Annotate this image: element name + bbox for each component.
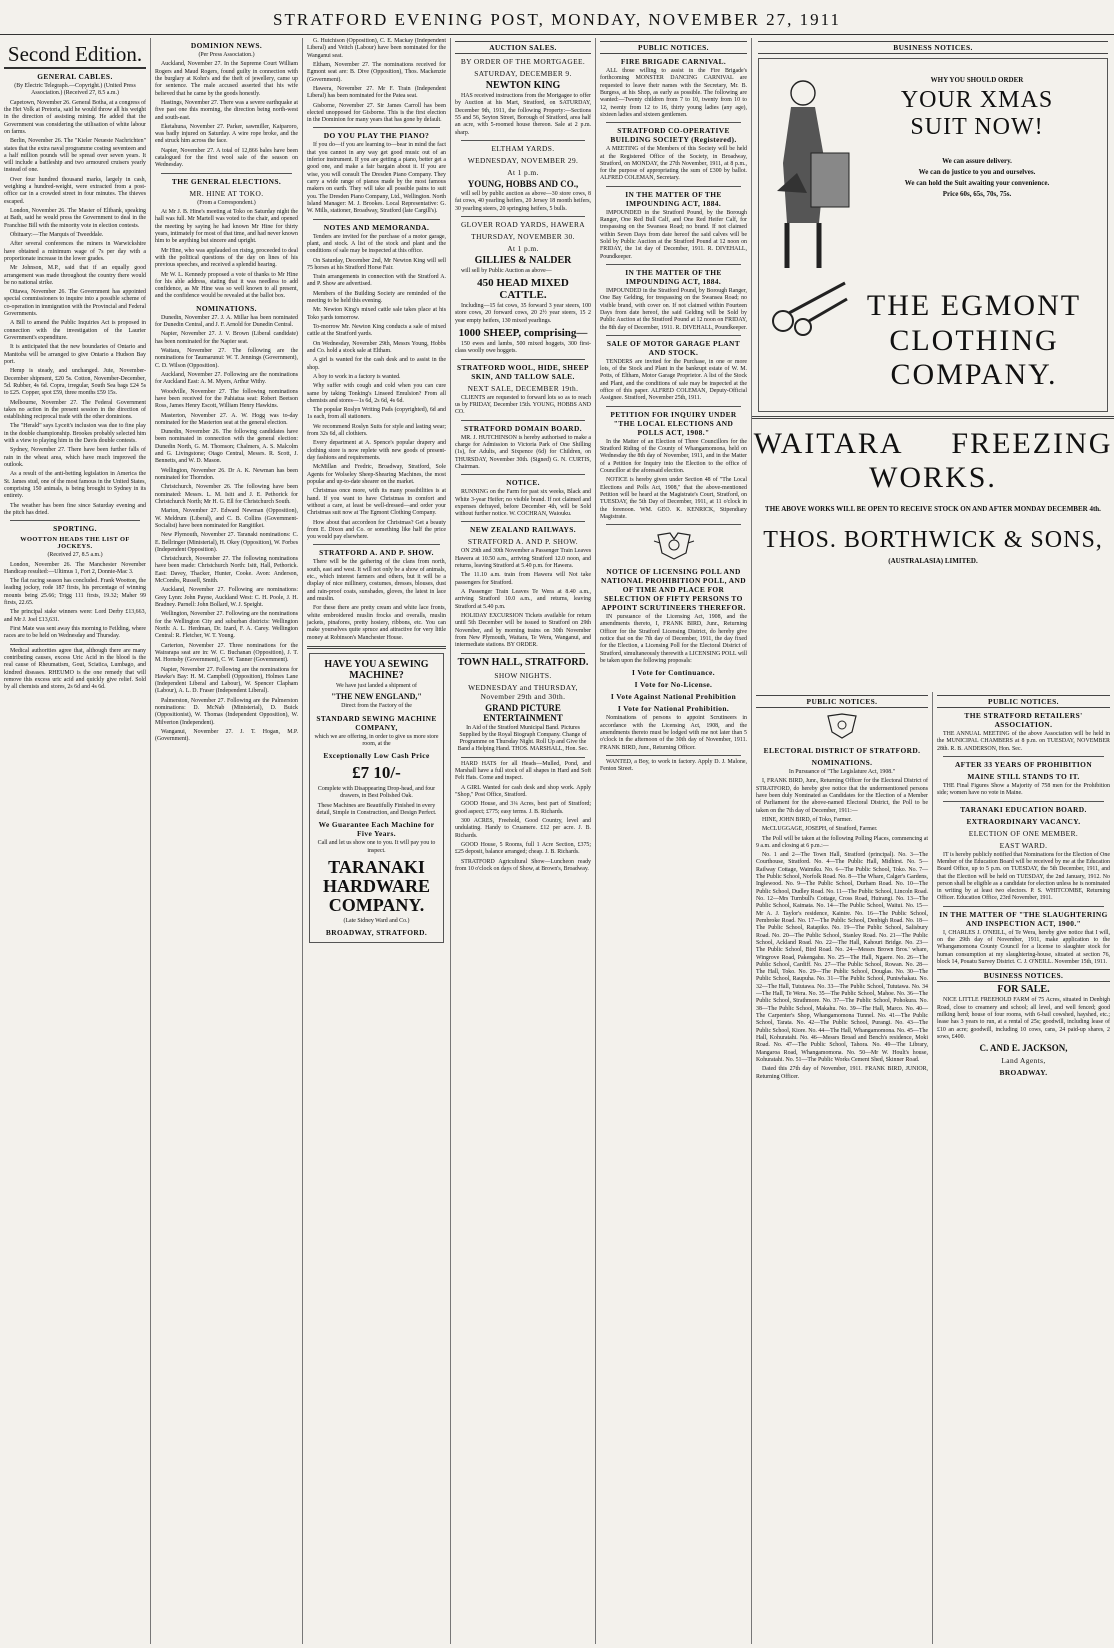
article-paragraph: As a result of the anti-betting legislation in America the St. James stud, one of the most famous in the United States, comprising 150 animals, is being brought to Sydney in its entirety. <box>4 471 146 500</box>
sheep-count: 1000 SHEEP, comprising— <box>458 327 588 340</box>
article-paragraph: Waitara, November 27. The following are the nominations for Taumarunui: W. T. Jennings (Government), C. D. Wilson (Opposition). <box>155 348 298 369</box>
coat-of-arms-icon <box>652 529 696 563</box>
entertainment-details: In Aid of the Stratford Municipal Band. Pictures Supplied by the Royal Biograph Company. Change of Programme on Thursday Night. Roll Up and Give the Band a Helping Hand. THOS. MARSHALL, Hon. Sec. <box>457 724 589 753</box>
sporting-heading: SPORTING. <box>53 524 97 534</box>
hine-subheading: MR. HINE AT TOKO. <box>189 188 264 198</box>
article-paragraph: Over four hundred thousand marks, largely in cash, weighing a hundred-weight, were extracted from a post-office car in a crowded street in four minutes. The thieves escaped. <box>4 176 146 205</box>
railways-heading: NEW ZEALAND RAILWAYS. <box>469 525 577 535</box>
freezing-works-title: WAITARA FREEZING WORKS. <box>753 427 1113 494</box>
auction-notice: will sell by Public Auction as above— <box>461 267 552 274</box>
electoral-notice: The Poll will be taken at the following Polling Places, commencing at 9 a.m. and closing at 6 p.m.:— <box>756 835 928 849</box>
ad-text: Call and let us show one to you. It will pay you to inspect. <box>317 840 436 854</box>
divider <box>461 216 585 217</box>
article-paragraph: First Mate was sent away this morning to Feilding, where races are to be held on Wednesday and Thursday. <box>4 626 146 640</box>
electoral-notice: I, FRANK BIRD, Junr., Returning Officer for the Electoral District of STRATFORD, do hereby give notice that the undermentioned persons have been duly Nominated as Candidates for the Election of a Member of Parliament for the above-named Electoral District, the Poll to be taken on the 7th day of December, 1911:— <box>756 778 928 814</box>
petition-notice: In the Matter of an Election of Three Councillors for the Stratford Riding of the County of Whangamomona, held on Wednesday the 8th day of November, 1911, and in the Matter of a Petition for Inquiry into the Election to the office of Councillor at the aforesaid election. <box>600 438 747 474</box>
article-paragraph: Dunedin, November 26. The following candidates have been nominated in connection with the general election: Dunedin North, G. M. Thomson; Chalmers, A. S. Malcolm and G. Livingstone; Otago Central, Messrs. R. Scott, J. Bennetts, and W. D. Mason. <box>155 429 298 465</box>
licensing-poll-notice: IN pursuance of the Licensing Act, 1908, and the amendments thereto, I, FRANK BIRD, Junr., Returning Officer for the Stratford Licensing District, do hereby give notice that on the 7th day of December, 1911, the day fixed for the Election, a Licensing Poll for the Electoral District of Stratford, simultaneously therewith a LICENSING POLL will be taken upon the following proposals: <box>600 614 747 664</box>
sewing-machine-advertisement <box>309 653 444 943</box>
article-paragraph: Hawera, November 27. Mr F. Train (Independent Liberal) has been nominated for the Patea seat. <box>307 85 446 100</box>
article-paragraph: Ottawa, November 26. The Government has appointed special commissioners to inquire into a possible scheme of co-operation in immigration with the Provincial and Federal Governments. <box>4 289 146 318</box>
article-paragraph: Mr Hine, who was applauded on rising, proceeded to deal with the political questions of the day on lines of his previous speeches, and received a splendid hearing. <box>155 247 298 269</box>
picture-entertainment: GRAND PICTURE ENTERTAINMENT <box>483 702 563 723</box>
land-agents-address: BROADWAY. <box>999 1068 1048 1078</box>
licensing-poll-heading: NOTICE OF LICENSING POLL AND NATIONAL PROHIBITION POLL, AND OF TIME AND PLACE FOR SELECTION OF FIFTY PERSONS TO APPOINT SCRUTINEERS THEREFOR. <box>601 567 746 613</box>
tailor-price: Price 60s, 65s, 70s, 75s. <box>942 190 1012 198</box>
tailor-copy <box>859 73 1095 201</box>
public-notices-heading: PUBLIC NOTICES. <box>600 41 747 54</box>
classified-ad: WANTED, a Boy, to work in factory. Apply D. J. Malone, Fenton Street. <box>600 758 747 773</box>
article-paragraph: Mr Johnson, M.P., said that if an equally good arrangement was made throughout the country there would be no national strike. <box>4 265 146 286</box>
domain-board-heading: STRATFORD DOMAIN BOARD. <box>463 423 583 433</box>
licensing-poll-notice: Nominations of persons to appoint Scrutineers in accordance with the Licensing Act, 1908, and the amendments thereto must be lodged with me not later than 5 o'clock in the afternoon of the 30th day of November, 1911. FRANK BIRD, Junr., Returning Officer. <box>600 715 747 751</box>
borthwick-name: THOS. BORTHWICK & SONS, <box>763 527 1103 553</box>
building-society-notice: A MEETING of the Members of this Society will be held at the Registered Office of the Society, in Broadway, Stratford, on MONDAY, the 27th November, 1911, at 8 p.m., for the purpose of appropriating the sum of £300 by ballot. ALFRED COLEMAN, Secretary. <box>600 146 747 182</box>
article-paragraph: Carterton, November 27. Three nominations for the Wairarapa seat are in: W. C. Buchanan (Opposition), J. T. M. Hornsby (Government), C. W. Tanner (Government). <box>155 642 298 664</box>
divider <box>752 416 1114 419</box>
tailor-headline: YOUR XMAS <box>900 87 1054 113</box>
ad-text: which we are offering, in order to give us more store room, at the <box>314 733 439 747</box>
candidate: HINE, JOHN BIRD, of Toko, Farmer. <box>762 816 852 823</box>
article-paragraph: At Mr J. B. Hine's meeting at Toko on Saturday night the hall was full. Mr Martell was voted to the chair, and opened the meeting by saying he had known Mr Hine for thirty years, intimately for most of that time, and had never known him to be anything but sincere and upright. <box>155 209 298 245</box>
article-paragraph: Gisborne, November 27. Sir James Carroll has been elected unopposed for Gisborne. This is the first election in the Dominion for many years that has gone by default. <box>307 102 446 124</box>
divider <box>606 264 741 265</box>
impounding-heading: IN THE MATTER OF THE IMPOUNDING ACT, 1884. <box>625 267 722 286</box>
notes-memoranda-heading: NOTES AND MEMORANDA. <box>323 222 430 232</box>
article-paragraph: Mr W. L. Kennedy proposed a vote of thanks to Mr Hine for his able address, stating that it was needless to add confidence, as Mr Hine was so well known to all present, and the confidence would be revealed at the ballot box. <box>155 271 298 300</box>
railways-subheading: STRATFORD A. AND P. SHOW. <box>467 537 579 547</box>
prohibition-heading: AFTER 33 YEARS OF PROHIBITION <box>954 759 1093 769</box>
auction-time: At 1 p.m. <box>507 167 539 177</box>
candidate: McCLUGGAGE, JOSEPH, of Stratford, Farmer. <box>762 826 878 833</box>
article-paragraph: To-morrow Mr. Newton King conducts a sale of mixed cattle at the Stratford yards. <box>307 324 446 338</box>
article-paragraph: Dunedin, November 27. J. A. Millar has been nominated for Dunedin Central, and J. F. Arnold for Dunedin Central. <box>155 314 298 329</box>
carnival-notice: ALL those willing to assist in the Fire Brigade's forthcoming MONSTER DANCING CARNIVAL are requested to leave their names with the Secretary, Mr. B. Burgess, at his Shop, as early as possible. The following are wanted:—Twenty children from 7 to 10, twenty from 10 to 12, twenty from 12 to 16, thirty young ladies (any age), sixteen ladies and sixteen gentlemen. <box>600 68 747 118</box>
article-paragraph: Wellington, November 27. Following are the nominations for the Wellington City and suburban districts: Wellington North: A. L. Herdman, Dr. Izard, F. A. Carey. Wellington Central: R. Fletcher, W. T. Young. <box>155 611 298 640</box>
auctioneer-name: GILLIES & NALDER <box>474 254 572 266</box>
tailor-line: WHY YOU SHOULD ORDER <box>930 76 1024 84</box>
article-paragraph: Tenders are invited for the purchase of a motor garage, plant, and stock. A list of the stock and plant and the conditions of sale may be inspected at this office. <box>307 233 446 255</box>
auctioneer-name: NEWTON KING <box>485 80 561 91</box>
article-paragraph: Auckland, November 27. Following are the nominations for Auckland East: A. M. Myers, Arthur Withy. <box>155 371 298 386</box>
vote-option: I Vote for National Prohibition. <box>617 704 730 714</box>
land-agents-name: C. AND E. JACKSON, <box>979 1043 1068 1054</box>
classified-ad: 300 ACRES, Freehold, Good Country, level and undulating. Handy to Cruamere. £12 per acre. J. B. Richards. <box>455 817 591 839</box>
nominations-heading: NOMINATIONS. <box>196 303 257 313</box>
ad-address: BROADWAY, STRATFORD. <box>325 927 428 937</box>
sporting-subheading: WOOTTON HEADS THE LIST OF JOCKEYS. <box>20 536 130 551</box>
wool-sale-date: NEXT SALE, DECEMBER 19th. <box>467 383 579 393</box>
slaughtering-notice: I, CHARLES J. O'NEILL, of Te Wera, hereby give notice that I will, on the 29th day of November, 1911, make application to the Whangamomona County Council for a license to slaughter stock for human consumption at my slaughtering-house, situated at section 76, block 14, Pouatu Survey District. C. J. O'NEILL. November 15th, 1911. <box>937 929 1110 965</box>
ward-heading: EAST WARD. <box>999 840 1048 850</box>
electoral-heading: ELECTORAL DISTRICT OF STRATFORD. <box>763 746 921 755</box>
general-elections-heading: THE GENERAL ELECTIONS. <box>171 176 282 186</box>
article-paragraph: Eketahuna, November 27. Parker, sawmiller, Kaiparoro, was badly injured on Saturday. A wire rope broke, and the end struck him across the face. <box>155 123 298 145</box>
town-hall-heading: TOWN HALL, STRATFORD. <box>457 656 589 668</box>
article-paragraph: London, November 26. The Manchester November Handicap resulted:—Ultimus 1, Fort 2, Donnie-Mac 3. <box>4 561 146 575</box>
railways-notice: ON 29th and 30th November a Passenger Train Leaves Hawera at 10.50 a.m., arriving Stratford 12.0 noon, and returns, leaving Stratford at 5.40 p.m. for Hawera. <box>455 548 591 570</box>
article-paragraph: Every department at A. Spence's popular drapery and clothing store is now replete with new goods of present-day fashions and requirements. <box>307 440 446 461</box>
ad-text: (Late Sidney Ward and Co.) <box>343 917 410 924</box>
auction-date: WEDNESDAY, NOVEMBER 29. <box>467 155 579 165</box>
wool-sale-notice: CLIENTS are requested to forward lots so as to reach us by FRIDAY, December 15th. YOUNG, HOBBS AND CO. <box>455 394 591 416</box>
election-heading: ELECTION OF ONE MEMBER. <box>968 828 1079 838</box>
subcolumn-right <box>933 692 1114 1644</box>
article-paragraph: Obituary:—The Marquis of Tweeddale. <box>10 231 104 238</box>
tailor-line: We can hold the Suit awaiting your convenience. <box>904 179 1050 187</box>
business-notices-heading: BUSINESS NOTICES. <box>758 41 1108 54</box>
divider <box>606 406 741 407</box>
article-paragraph: How about that accordeon for Christmas? Get a beauty from E. Dixon and Co. or something like half the price you would pay elsewhere. <box>307 519 446 541</box>
vacancy-heading: EXTRAORDINARY VACANCY. <box>966 816 1081 826</box>
column-3 <box>303 38 451 1644</box>
auction-subheading: BY ORDER OF THE MORTGAGEE. <box>460 57 586 66</box>
divider <box>606 755 741 756</box>
divider <box>313 544 440 545</box>
article-paragraph: The flat racing season has concluded. Frank Wootton, the leading jockey, rode 187 firsts, his percentage of winning mounts being 25.66; Trigg 111 firsts, 19.32; Maher 99 firsts, 22.65. <box>4 578 146 607</box>
edition-title: Second Edition. <box>4 42 146 69</box>
wool-sale-heading: STRATFORD WOOL, HIDE, SHEEP SKIN, AND TALLOW SALE. <box>457 362 589 381</box>
land-agents-title: Land Agents, <box>1001 1056 1046 1066</box>
article-paragraph: On Saturday, December 2nd, Mr Newton King will sell 75 horses at his Stratford Horse Fair. <box>307 257 446 271</box>
subcolumn-left <box>752 692 933 1644</box>
railways-notice: A Passenger Train Leaves Te Wera at 8.40 a.m., arriving Stratford 10.0 a.m., and returns, leaving Stratford at 5.40 p.m. <box>455 589 591 610</box>
freezing-works-notice: THE ABOVE WORKS WILL BE OPEN TO RECEIVE STOCK ON AND AFTER MONDAY DECEMBER 4th. <box>765 505 1101 513</box>
article-paragraph: Napier, November 27. A total of 12,866 bales have been catalogued for the first wool sale of the season on Wednesday. <box>155 147 298 169</box>
article-paragraph: Christmas once more, with its many possibilities is at hand. If you want to have Christmas in comfort and without a care, at least be well-dressed—and order your Christmas suit now at The Egmont Clothing Company. <box>307 488 446 517</box>
article-paragraph: Christchurch, November 26. The following have been nominated: Messrs. L. M. Isitt and J. E. Pethorick for Christchurch North; Mr H. G. Ell for Christchurch South. <box>155 484 298 505</box>
petition-heading: PETITION FOR INQUIRY UNDER "THE LOCAL ELECTIONS AND POLLS ACT, 1908." <box>610 409 737 437</box>
ad-company: STANDARD SEWING MACHINE COMPANY, <box>316 713 437 732</box>
polling-places-list: No. 1 and 2—The Town Hall, Stratford (principal). No. 3—The Courthouse, Stratford. No. 4—The Public Hall, Midhirst. No. 5—Railway Cottage, Waimiku. No. 6—The Public School, Toko. No. 7—The Public School, Norfolk Road. No. 8—The Whare, Calger's Gardens, Inglewood. No. 9—The Public School, Durham Road. No. 10—The Public School, Dudley Road. No. 11—The Public School, Lincoln Road. No. 12—Mrs Turnbull's Cottage, Cross Road, Huirangi. No. 13—The Public School, Kaimata. No. 14—The Public School, Waitui. No. 15—Mr A. J. Taylor's residence, Kainire. No. 16—The Public School, Pembroke Road. No. 17—The Public School, Denbigh Road. No. 18—The Public School, Ratapiko. No. 19—The Public School, Salisbury Road. No. 20—The Public School, Stanley Road. No. 21—The Public School, Ackland Road. No. 22—The Hall, Kahouri Bridge. No. 23—The Public School, Bird Road. No. 24—Messrs Brown Bros.' whare, Wingrove Road, Pakengahu. No. 25—The Hall, Ngaere. No. 26—The Public School, Cardiff. No. 27—The Public School, Rowan. No. 28—The Hall, Toko. No. 29—The Public School, Douglas. No. 30—The Public School, Raupuha. No. 31—The Public School, Puniwhakau. No. 32—The Hall, Tututawa. No. 33—The Public School, Tututawa. No. 34—The Hall, Te Wera. No. 35—The Public School, Mahoe. No. 36—The Public School, Strathmore. No. 37—The Public School, Pohokura. No. 38—The Public School, Makahu. No. 39—The Hall, Marco. No. 40—The Carpenter's Shop, Whangamomona Tunnel. No. 41—The Public School, Tarata. No. 42—The Public School, Purangi. No. 43—The Public School, Kiore. No. 44—The Hall, Whangamomona. No. 45—The Hall, Kohuratahi. No. 46—Messrs Broad and Bench's residence, Moki Road. No. 47—The Public School, Tahora. No. 49—The Library, Mangaroa Road, Whangamomona. No. 50—Mr W. Hoult's house, Kohuratahi. No. 51—The Public Works Cement Shed, Skinner Road. <box>756 852 928 1063</box>
divider <box>943 906 1104 907</box>
domain-board-notice: MR. J. HUTCHINSON is hereby authorised to make a charge for Admission to Victoria Park of One Shilling (1s), for Adults, and Sixpence (6d) for Children, on THURSDAY, November 30th. (Signed) G. N. CURTIS, Chairman. <box>455 434 591 470</box>
article-paragraph: There will be the gathering of the clans from north, south, east and west. It will not only be a show of animals, etc., which interest farmers and others, but it will be a display of nice millinery, costumes, dresses, blouses, dust and rain-proof coats, sunshades, gloves, the latest in lace and muslin. <box>307 559 446 602</box>
ad-product: "THE NEW ENGLAND," <box>331 692 422 702</box>
building-society-heading: STRATFORD CO-OPERATIVE BUILDING SOCIETY (Registered). <box>610 126 737 145</box>
notice-heading: NOTICE. <box>506 478 540 488</box>
divider <box>461 420 585 421</box>
show-nights-dates: WEDNESDAY and THURSDAY, November 29th and 30th. <box>468 682 578 701</box>
railways-notice: HOLIDAY EXCURSION Tickets available for return until 5th December will be issued to Stratford on 29th November, and by morning trains on 30th November from New Plymouth, Waitara, Te Wera, Wanganui, and intermediate stations. BY ORDER. <box>455 612 591 649</box>
article-paragraph: Wellington, November 26. Dr A. K. Newman has been nominated for Thorndon. <box>155 467 298 481</box>
divider <box>10 644 140 645</box>
ad-headline: HAVE YOU A SEWING MACHINE? <box>324 658 429 681</box>
ad-offer: Exceptionally Low Cash Price <box>323 751 430 761</box>
dominion-news-credit: (Per Press Association.) <box>198 52 255 58</box>
article-paragraph: The weather has been fine since Saturday evening and the pitch has dried. <box>4 502 146 516</box>
article-paragraph: Hemp is steady, and unchanged. Jute, November-December shipment, £20 5s. Cotton, November-December, 5d. Rubber, 4s 6d. Copra, irregular, South Sea bags £24 5s to £25. Copper, spot £59, three months £59 15s. <box>4 368 146 397</box>
tailor-line: We can do justice to you and ourselves. <box>918 168 1036 176</box>
article-paragraph: Members of the Building Society are reminded of the meeting to be held this evening. <box>307 290 446 305</box>
vote-option: I Vote Against National Prohibition <box>610 692 737 702</box>
classified-ad: STRATFORD Agricultural Show—Luncheon ready from 10 o'clock on days of Show, at Brown's, Broadway. <box>455 858 591 872</box>
garage-sale-heading: SALE OF MOTOR GARAGE PLANT AND STOCK. <box>606 338 741 357</box>
ad-store-name: TARANAKI HARDWARE COMPANY. <box>322 857 430 915</box>
ad-guarantee: We Guarantee Each Machine for Five Years. <box>318 820 435 839</box>
divider <box>606 186 741 187</box>
article-paragraph: Capetown, November 26. General Botha, at a congress of the Het Volk at Pretoria, said he would throw all his weight in the direction of assisting mining. He added that the Government was considering the utilisation of white labour on farms. <box>4 99 146 135</box>
auction-subheading: GLOVER ROAD YARDS, HAWERA <box>460 219 586 229</box>
article-paragraph: If you do—if you are learning to—bear in mind the fact that you cannot in any way get good music out of an inferior instrument. If you are getting a piano, better get a good one, and make a fair bargain about it. If you are wise, you will consult The Dresden Piano Company. They carry a wide range of pianos made by the most famous makers on earth. They will take all possible pains to suit you. The Dresden Piano Company, Ltd., Wellington. North Island Manager: M. J. Brookes. Local Representative: G. W. Mills, stationer, Broadway, Stratford (late Cargill's). <box>307 142 446 215</box>
divider <box>10 520 140 521</box>
ad-text: Direct from the Factory of the <box>341 703 412 710</box>
article-paragraph: Train arrangements in connection with the Stratford A. and P. Show are advertised. <box>307 274 446 288</box>
tailor-line: We can assure delivery. <box>942 157 1012 165</box>
masthead <box>0 0 1114 35</box>
divider <box>313 127 440 128</box>
auction-notice: 150 ewes and lambs, 500 mixed hoggets, 300 first-class woolly owe hoggets. <box>455 341 591 355</box>
ad-text: Complete with Disappearing Drop-head, and four drawers, in Best Polished Oak. <box>317 786 436 800</box>
divider <box>606 122 741 123</box>
column-5 <box>596 38 752 1644</box>
public-notices-heading: PUBLIC NOTICES. <box>756 695 928 708</box>
article-paragraph: London, November 26. The Master of Elibank, speaking at Bath, said he would press the Government to deal in the Franchise Bill with the minority vote in election contests. <box>4 208 146 229</box>
show-heading: STRATFORD A. AND P. SHOW. <box>319 548 434 558</box>
public-notices-heading: PUBLIC NOTICES. <box>937 695 1110 708</box>
classified-ad: GOOD House, and 3¼ Acres, best part of Stratford; good aspect; £775; easy terms. J. B. Richards. <box>455 801 591 815</box>
article-paragraph: After several conferences the miners in Warwickshire have obtained a minimum wage of 7s per day with a proportionate increase in the lower grades. <box>4 241 146 262</box>
column-6 <box>752 38 1114 1644</box>
piano-heading: DO YOU PLAY THE PIANO? <box>323 131 430 141</box>
nominations-heading: NOMINATIONS. <box>811 758 873 767</box>
farm-notice: RUNNING on the Farm for past six weeks, Black and White 3-year Heifer; no visible brand. If not claimed and expenses defrayed, before December 4th, will be Sold without further notice. W. COCHRAN, Waiouku. <box>455 489 591 518</box>
retailers-heading: THE STRATFORD RETAILERS' ASSOCIATION. <box>964 711 1083 729</box>
article-paragraph: A Bill to amend the Public Inquiries Act is proposed in connection with the investigation of the Laurier Government's expenditure. <box>4 320 146 341</box>
carnival-heading: FIRE BRIGADE CARNIVAL. <box>620 57 727 66</box>
article-paragraph: Melbourne, November 27. The Federal Government takes no action in the present session in the direction of establishing reciprocal trade with the other dominions. <box>4 399 146 421</box>
ad-price: £7 10/- <box>352 763 401 783</box>
auction-notice: will sell by public auction as above—30 store cows, 8 fat cows, 40 yearling heifers, 20 Jersey 18 month heifers, 30 yearling steers, 20 springing heifers, 5 bulls. <box>455 190 591 212</box>
article-paragraph: G. Hutchison (Opposition), C. E. Mackay (Independent Liberal) and Veitch (Labour) have been nominated for the Wanganui seat. <box>307 38 446 59</box>
auction-subheading: ELTHAM YARDS. <box>491 143 555 153</box>
auction-notice: HAS received instructions from the Mortgagee to offer by Auction at his Mart, Stratford, on SATURDAY, December 9th, 1911, the following Property:—Sections 55 and 56, Seyton Street, Borough of Stratford, area half an acre, with 5-roomed house thereon. Sale at 2 p.m. sharp. <box>455 93 591 136</box>
divider <box>461 359 585 360</box>
vote-option: I Vote for Continuance. <box>632 668 715 678</box>
ad-text: These Machines are Beautifully Finished in every detail, Simple in Construction, and Design Perfect. <box>316 802 437 817</box>
sporting-credit: (Received 27, 8.5 a.m.) <box>47 552 103 559</box>
article-paragraph: Masterton, November 27. A. W. Hogg was to-day nominated for the Masterton seat at the general election. <box>155 412 298 426</box>
article-paragraph: Napier, November 27. J. V. Brown (Liberal candidate) has been nominated for the Napier seat. <box>155 331 298 345</box>
article-paragraph: Berlin, November 26. The "Kieler Neueste Nachrichten" states that the extra naval programme costing seventeen and a half million pounds will be spread over seven years. It will include a battleship and two armoured cruisers yearly instead of one. <box>4 138 146 174</box>
article-paragraph: Palmerston, November 27. Following are the Palmerston nominations: D. McNab (Ministerial), D. Buick (Oppositionist), W. Thomas (Independent Opposition), W. Milverton (Independent). <box>155 697 298 726</box>
coat-of-arms-icon <box>822 712 862 742</box>
retailers-notice: THE ANNUAL MEETING of the above Association will be held in the MUNICIPAL CHAMBERS at 8 p.m. on TUESDAY, NOVEMBER 28th. R. B. ANDERSON, Hon. Sec. <box>937 731 1110 752</box>
borthwick-sub: (AUSTRALASIA) LIMITED. <box>888 557 978 565</box>
article-paragraph: On Wednesday, November 29th, Messrs Young, Hobbs and Co. hold a stock sale at Eltham. <box>307 340 446 354</box>
article-paragraph: Napier, November 27. Following are the nominations for Hawke's Bay: H. M. Campbell (Opposition), Holmes Lane (Independent Liberal and Labour), W. Spencer Clapham (Labour), A. L. D. Fraser (Independent Liberal). <box>155 666 298 695</box>
article-paragraph: McMillan and Fredric, Broadway, Stratford, Sole Agents for Wolseley Sheep-Shearing Machines, the most popular and up-to-date shearer on the market. <box>307 464 446 485</box>
auction-time: At 1 p.m. <box>507 243 539 253</box>
column-4 <box>451 38 596 1644</box>
column-2 <box>151 38 303 1644</box>
article-paragraph: Wanganui, November 27. J. T. Hogan, M.P. (Government). <box>155 729 298 743</box>
education-notice: IT is hereby publicly notified that Nominations for the Election of One Member of the Education Board will be received by me at the Education Board Office, up to 5 p.m. on TUESDAY, the 5th December, 1911, and that the Election will be held on TUESDAY, the 2nd January, 1912. No person shall be eligible as a candidate for election unless he is nominated in writing by at least two electors. P. S. WHITCOMBE, Returning Officer. Education Office, 23rd November, 1911. <box>937 851 1110 902</box>
divider <box>461 521 585 522</box>
ad-text: We have just landed a shipment of <box>336 682 417 689</box>
article-paragraph: Eltham, November 27. The nominations received for Egmont seat are: B. Dive (Opposition), Thos. Mackenzie (Government). <box>307 61 446 83</box>
impounding-notice: IMPOUNDED in the Stratford Pound, by Borough Ranger, One Bay Gelding, for trespassing on the Swansea Road; no visible brand, with cover on. If not claimed within Fourteen Days from date hereof, the said Gelding will be Sold by Public Auction at the Stratford Pound at 12 noon on FRIDAY, the 8th day of December, 1911. R. DIVEHALL, Poundkeeper. <box>600 287 747 331</box>
article-paragraph: Auckland, November 27. Following are nominations: Grey Lynn: John Payne, Auckland West: C. H. Poole, J. H. Bradney. Parnell: John Bollard, W. J. Speight. <box>155 587 298 608</box>
classified-ad: A GIRL Wanted for cash desk and shop work. Apply "Shop," Post Office, Stratford. <box>455 784 591 798</box>
divider <box>161 173 292 174</box>
auction-date: SATURDAY, DECEMBER 9. <box>474 69 572 78</box>
egmont-clothing-advertisement <box>758 58 1108 412</box>
auction-date: THURSDAY, NOVEMBER 30. <box>471 231 575 241</box>
article-paragraph: It is anticipated that the new boundaries of Ontario and Manitoba will be arranged to give Ontario a Hudson Bay port. <box>4 344 146 365</box>
vote-option: I Vote for No-License. <box>634 680 713 690</box>
petition-notice: NOTICE is hereby given under Section 48 of "The Local Elections and Polls Act, 1908," that the above-mentioned Petition will be heard at the Magistrate's Court, Stratford, on TUESDAY, the 5th Day of December, 1911, at 11 o'clock in the forenoon. WM. GEO. K. KENRICK, Stipendiary Magistrate. <box>600 477 747 520</box>
divider <box>461 474 585 475</box>
article-paragraph: A girl is wanted for the cash desk and to assist in the shop. <box>307 357 446 371</box>
article-paragraph: Christchurch, November 27. The following nominations have been made: Christchurch North: Isitt, Hall, Pethorick. East: Davey, Thacker, Hunter, Cooke. Avon: Anderson, McCombs, Russell, Smith. <box>155 556 298 585</box>
prohibition-subheading: MAINE STILL STANDS TO IT. <box>967 771 1080 781</box>
article-paragraph: Hastings, November 27. There was a severe earthquake at five past one this morning, the direction being north-west and south-east. <box>155 99 298 121</box>
tailor-figure-icon <box>767 73 853 273</box>
correspondent-credit: (From a Correspondent.) <box>197 199 256 206</box>
slaughtering-heading: IN THE MATTER OF "THE SLAUGHTERING AND INSPECTION ACT, 1900." <box>939 909 1108 928</box>
scissors-icon <box>769 277 849 337</box>
auction-notice: Including—15 fat cows, 35 forward 3 year steers, 100 store cows, 20 forward cows, 20 2½ year steers, 15 2 year empty heifers, 130 mixed yearlings. <box>455 303 591 324</box>
article-paragraph: New Plymouth, November 27. Taranaki nominations: C. E. Bellringer (Ministerial), H. Okey (Opposition), W. Forbes (Independent Opposition). <box>155 532 298 553</box>
dominion-news-heading: DOMINION NEWS. <box>190 41 263 50</box>
divider <box>606 335 741 336</box>
article-paragraph: For these there are pretty cream and white lace fronts, white embroidered muslin frocks and overalls, muslin jackets, pinafores, pretty hosiery, ribbons, etc. You can make yourselves quite spruce and attractive for very little money at Robinson's Manchester House. <box>307 605 446 641</box>
farm-for-sale: NICE LITTLE FREEHOLD FARM of 75 Acres, situated in Denbigh Road, close to creamery and school; all level, and well fenced; good milking herd; house of four rooms, with 6-bail cowshed, hayshed, etc.; lease has 3 years to run, at a rental of 25s; goodwill, including lease of £10 an acre; goodwill, including 10 cows, cans, 24 paid-up shares, 2 sows, £400. <box>937 997 1110 1040</box>
education-board-heading: TARANAKI EDUCATION BOARD. <box>960 804 1087 814</box>
impounding-heading: IN THE MATTER OF THE IMPOUNDING ACT, 1884. <box>625 189 722 208</box>
prohibition-notice: THE Final Figures Show a Majority of 758 men for the Prohibition side; women have no vote in Maine. <box>937 782 1110 797</box>
tailor-headline: SUIT NOW! <box>910 114 1044 140</box>
divider <box>943 756 1104 757</box>
article-paragraph: Auckland, November 27. In the Supreme Court William Rogers and Maud Rogers, found guilty in connection with the burglary at Kohn's and the theft of jewellery, came up for sentence. The male accused asserted that his wife believed that he came by the goods honestly. <box>155 61 298 97</box>
auction-sales-heading: AUCTION SALES. <box>455 41 591 54</box>
impounding-notice: IMPOUNDED in the Stratford Pound, by the Borough Ranger, One Red Bull Calf, and One Red Heifer Calf, for trespassing on the Swansea Road; no brand. If not claimed within Seven Days from date hereof the said calves will be Sold by Public Auction at the Stratford Pound at 12 noon on FRIDAY, the 1st day of December, 1911. R. DIVEHALL, Poundkeeper. <box>600 209 747 260</box>
railways-notice: The 11.10 a.m. train from Hawera will Not take passengers for Stratford. <box>455 572 591 586</box>
divider <box>606 524 741 525</box>
divider <box>461 653 585 654</box>
article-paragraph: Why suffer with cough and cold when you can cure same by taking Tonking's Linseed Emulsion? From all chemists and stores—1s 6d, 2s 6d, 4s 6d. <box>307 383 446 404</box>
article-paragraph: A boy to work in a factory is wanted. <box>313 373 401 380</box>
article-paragraph: The popular Roslyn Writing Pads (copyrighted), 6d and 1s each, from all stationers. <box>307 407 446 421</box>
divider <box>307 646 446 649</box>
article-paragraph: Woodville, November 27. The following nominations have been received for the Pahiatua seat: Robert Beetson Ross, James Henry Escott, William Henry Hawkins. <box>155 388 298 410</box>
business-notices-heading: BUSINESS NOTICES. <box>937 969 1110 982</box>
cables-credit: (By Electric Telegraph.—Copyright.) (United Press Association.) (Received 27, 8.5 a.m.) <box>14 83 136 97</box>
clothing-company-name: THE EGMONT CLOTHING COMPANY. <box>866 289 1082 391</box>
article-paragraph: We recommend Roslyn Suits for style and lasting wear; from 32s 6d, all clothiers. <box>307 423 446 438</box>
divider <box>461 757 585 758</box>
cables-heading: GENERAL CABLES. <box>37 72 113 81</box>
article-paragraph: Marton, November 27. Edward Newman (Opposition), W. Meldrum (Liberal), and C. B. Collins (Government-Socialist) have been nominated for Rangitikei. <box>155 508 298 529</box>
divider <box>943 801 1104 802</box>
article-paragraph: Mr. Newton King's mixed cattle sale takes place at his Toko yards tomorrow. <box>307 307 446 321</box>
cattle-count: 450 HEAD MIXED CATTLE. <box>477 277 569 302</box>
garage-sale-notice: TENDERS are invited for the Purchase, in one or more lots, of the Stock and Plant in the bankrupt estate of W. M. Potts, of Eltham, Motor Garage Proprietor. A list of the Stock and Plant, and the conditions of sale may be inspected at the office of this paper. ALFRED COLEMAN, Deputy-Official Assignee. Stratford, November 25th, 1911. <box>600 358 747 402</box>
show-nights: SHOW NIGHTS. <box>494 670 552 680</box>
article-paragraph: The "Herald" says Lyceit's inclusion was due to fine play in the double championship. Brookes probably selected him with a view to playing him in the Davis double contests. <box>4 423 146 445</box>
electoral-act: In Pursuance of "The Legislature Act, 1908." <box>788 769 896 775</box>
column-1 <box>0 38 151 1644</box>
divider <box>313 219 440 220</box>
advertisement-rheumo: Medical authorities agree that, although there are many contributing causes, excess Uric Acid in the blood is the real cause of Rheumatism, Gout, Sciatica, Lumbago, and kindred diseases. RHEUMO is the one remedy that will remove this excess uric acid and quickly give relief. Sold by all chemists and stores, 2s 6d and 4s 6d. <box>4 647 146 691</box>
divider <box>461 140 585 141</box>
auctioneer-name: YOUNG, HOBBS AND CO., <box>467 178 579 189</box>
for-sale-heading: FOR SALE. <box>997 984 1050 996</box>
article-paragraph: The principal stake winners were: Lord Derby £13,663, and Mr J. Joel £13,631. <box>4 609 146 623</box>
article-paragraph: Sydney, November 27. There have been further falls of rain in the wheat area, which have much improved the outlook. <box>4 447 146 468</box>
masthead-title: STRATFORD EVENING POST, MONDAY, NOVEMBER 27, 1911 <box>273 10 841 29</box>
electoral-signature: Dated this 27th day of November, 1911. FRANK BIRD, JUNIOR, Returning Officer. <box>756 1066 928 1080</box>
classified-ad: HARD HATS for all Heads—Mulled, Pond, and Marshall have a full stock of all shapes in Hard and Soft Felt Hats. Come and inspect. <box>455 760 591 782</box>
classified-ad: GOOD House, 5 Rooms, full 1 Acre Section, £375; £25 deposit, balance arranged; cheap. J. B. Richards. <box>455 841 591 856</box>
